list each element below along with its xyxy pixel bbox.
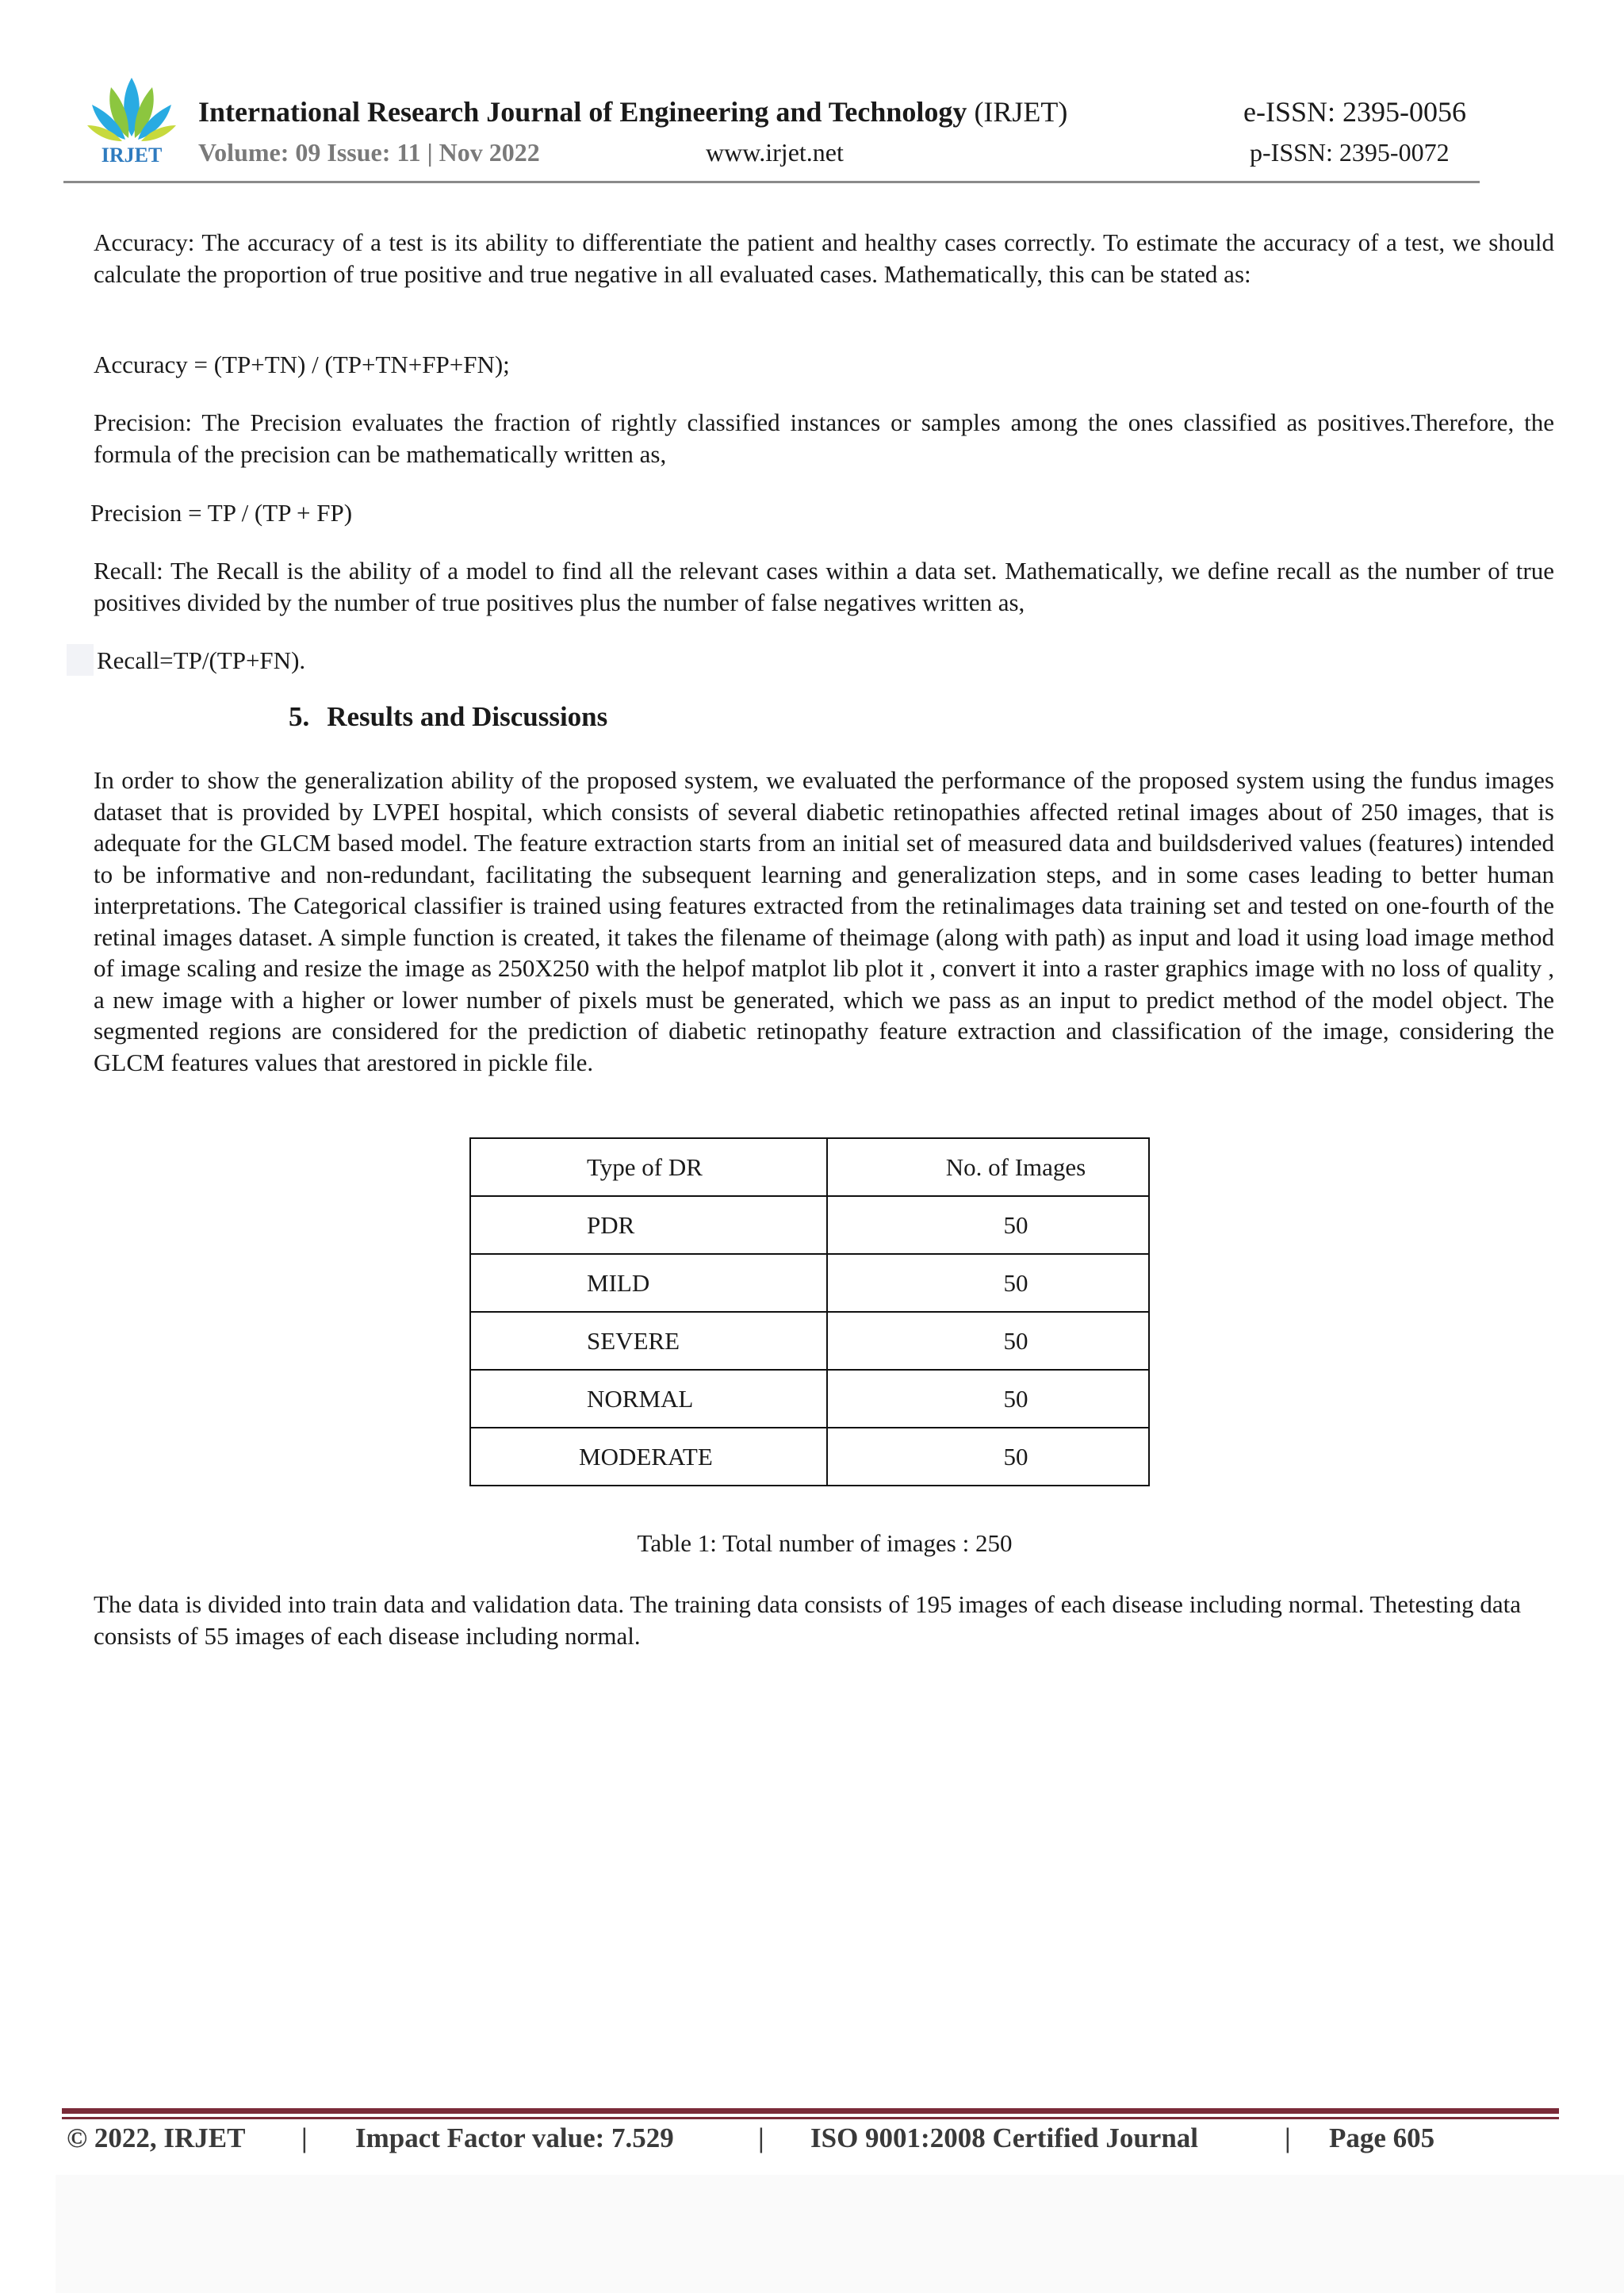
header-divider	[63, 181, 1480, 183]
table-caption: Table 1: Total number of images : 250	[637, 1529, 1013, 1557]
table-cell: MILD	[470, 1254, 827, 1312]
journal-name: International Research Journal of Engineering and Technology	[198, 96, 967, 128]
table-header: No. of Images	[827, 1138, 1149, 1196]
e-issn: e-ISSN: 2395-0056	[1243, 96, 1466, 128]
recall-formula: Recall=TP/(TP+FN).	[97, 646, 306, 674]
table-row	[470, 1428, 1149, 1486]
p-issn: p-ISSN: 2395-0072	[1250, 138, 1450, 167]
accuracy-formula: Accuracy = (TP+TN) / (TP+TN+FP+FN);	[94, 351, 510, 378]
volume-issue: Volume: 09 Issue: 11 | Nov 2022	[198, 138, 540, 167]
section-heading	[289, 701, 607, 733]
table-cell: NORMAL	[470, 1370, 827, 1428]
footer-separator: |	[1285, 2122, 1291, 2153]
table-cell: 50	[827, 1312, 1149, 1370]
table-cell: 50	[827, 1196, 1149, 1254]
svg-text:IRJET: IRJET	[101, 144, 163, 167]
table-row	[470, 1370, 1149, 1428]
highlight-mark	[67, 644, 94, 676]
accuracy-paragraph: Accuracy: The accuracy of a test is its ability to differentiate the patient and healthy cases correctly. To estimate the accuracy of a test, we should calculate the proportion of true positive and true negative in all evaluated cases. Mathematically, this can be stated as:	[94, 228, 1554, 288]
table-row	[470, 1312, 1149, 1370]
recall-paragraph: Recall: The Recall is the ability of a model to find all the relevant cases within a data set. Mathematically, we define recall as the number of true positives divided by the number of true positives plus the number of false negatives written as,	[94, 557, 1554, 616]
irjet-logo	[82, 73, 181, 167]
table-cell: SEVERE	[470, 1312, 827, 1370]
footer-divider-thin	[62, 2117, 1559, 2119]
journal-title	[198, 95, 1067, 128]
table-header-row	[470, 1138, 1149, 1196]
section-title: Results and Discussions	[327, 701, 608, 732]
section-number: 5.	[289, 701, 310, 732]
footer-iso: ISO 9001:2008 Certified Journal	[810, 2122, 1199, 2153]
table-cell: MODERATE	[470, 1428, 827, 1486]
footer-divider	[62, 2108, 1559, 2114]
precision-formula: Precision = TP / (TP + FP)	[90, 499, 353, 527]
footer-background	[56, 2175, 1624, 2293]
results-paragraph: In order to show the generalization ability of the proposed system, we evaluated the performance of the proposed system using the fundus images dataset that is provided by LVPEI hospital, which consists of several diabetic retinopathies affected retinal images about of 250 images, that is adequate for the GLCM based model. The feature extraction starts from an initial set of measured data and buildsderived values (features) intended to be informative and non-redundant, facilitating the subsequent learning and generalization steps, and in some cases leading to better human interpretations. The Categorical classifier is trained using features extracted from the retinalimages data training set and tested on one-fourth of the retinal images dataset. A simple function is created, it takes the filename of theimage (along with path) as input and load it using load image method of image scaling and resize the image as 250X250 with the helpof matplot lib plot it , convert it into a raster graphics image with no loss of quality , a new image with a higher or lower number of pixels must be generated, which we pass as an input to predict method of the model object. The segmented regions are considered for the prediction of diabetic retinopathy feature extraction and classification of the image, considering the GLCM features values that arestored in pickle file.	[94, 766, 1554, 1076]
table-header: Type of DR	[470, 1138, 827, 1196]
table-cell: 50	[827, 1254, 1149, 1312]
footer-separator: |	[301, 2122, 308, 2153]
journal-abbrev: (IRJET)	[974, 96, 1068, 128]
dr-images-table	[469, 1137, 1150, 1486]
footer-impact-factor: Impact Factor value: 7.529	[355, 2122, 674, 2153]
journal-website[interactable]: www.irjet.net	[706, 138, 844, 167]
table-row	[470, 1196, 1149, 1254]
footer-page-number: Page 605	[1329, 2122, 1435, 2153]
table-cell: PDR	[470, 1196, 827, 1254]
data-split-paragraph: The data is divided into train data and validation data. The training data consists of 195 images of each disease including normal. Thetesting data consists of 55 images of each disease including normal.	[94, 1590, 1521, 1650]
table-row	[470, 1254, 1149, 1312]
table-cell: 50	[827, 1428, 1149, 1486]
footer-separator: |	[758, 2122, 764, 2153]
table-cell: 50	[827, 1370, 1149, 1428]
footer-copyright: © 2022, IRJET	[67, 2122, 246, 2153]
precision-paragraph: Precision: The Precision evaluates the fraction of rightly classified instances or samples among the ones classified as positives.Therefore, the formula of the precision can be mathematically written as,	[94, 408, 1554, 468]
